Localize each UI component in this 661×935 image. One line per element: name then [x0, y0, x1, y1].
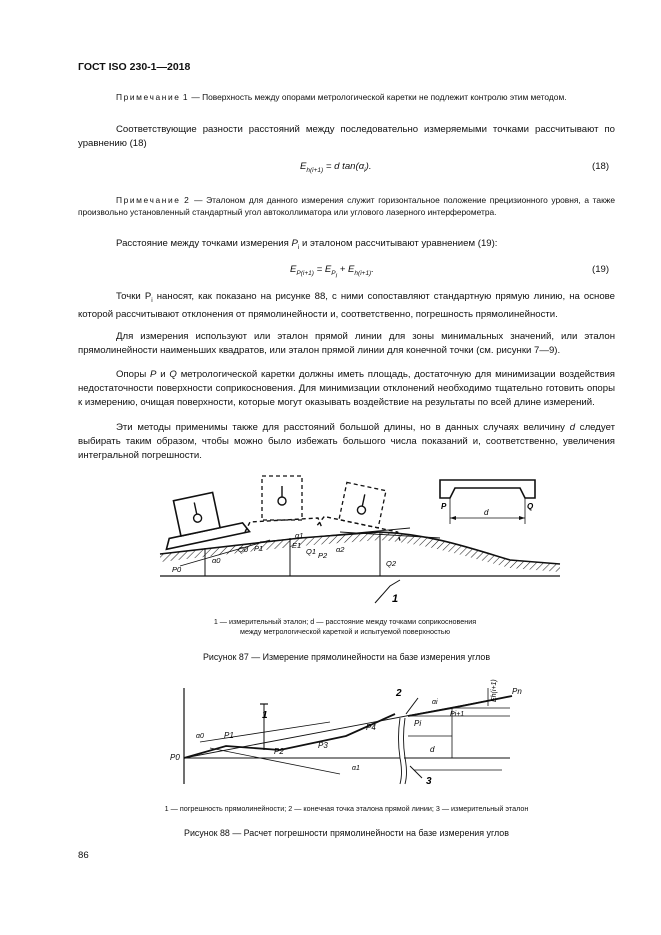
- note-1-number: 1: [182, 92, 190, 102]
- label-p2: P2: [274, 747, 284, 756]
- label-d: d: [484, 508, 489, 517]
- label-q2: Q2: [386, 559, 397, 568]
- paragraph-6: Эти методы применимы также для расстояний большой длины, но в данных случаях величину d следует выбирать таким образом, чтобы можно было избежать большого числа показаний и, соответственно, увеличения интегральной погрешности.: [78, 422, 615, 461]
- label-q0: Q0: [238, 545, 249, 554]
- page-number: 86: [78, 850, 89, 861]
- label-a0: α0: [196, 733, 204, 740]
- equation-18: $E_{h(i+1)} = d$ $\tan(\alpha_i)$.: [300, 161, 372, 174]
- figure-88-diagram: [170, 678, 580, 790]
- label-pi: Pi: [414, 719, 422, 728]
- paragraph-4: Для измерения используют или эталон прямой линии для зоны минимальных значений, или эталон прямолинейности наименьших квадратов, или эталон прямой линии для конечной точки (см. рисунки 7—9).: [78, 331, 615, 356]
- label-p4: P4: [366, 723, 376, 732]
- label-p3: P3: [318, 741, 328, 750]
- equation-19-number: (19): [592, 264, 610, 275]
- label-a1: α1: [295, 531, 304, 540]
- measured-profile: [184, 714, 395, 758]
- label-p0: P0: [170, 753, 180, 762]
- label-pi1: Pi+1: [450, 711, 465, 718]
- figure-88-caption: Рисунок 88 — Расчет погрешности прямолинейности на базе измерения углов: [184, 828, 509, 838]
- label-p0: P0: [172, 565, 182, 574]
- reference-straight-line: [184, 696, 512, 758]
- note-2-label: Примечание: [116, 195, 181, 205]
- note-2-text: — Эталоном для данного измерения служит горизонтальное положение прецизионного уровня, а также произвольно установленный стандартный угол автоколлиматора или углового лазерного интерферометра.: [78, 195, 616, 218]
- note-1: [78, 91, 615, 103]
- carriage-inset: [440, 480, 535, 524]
- label-d: d: [430, 745, 435, 754]
- label-a0: α0: [212, 556, 221, 565]
- note-2-number: 2: [184, 195, 191, 205]
- label-pn: Pn: [512, 687, 522, 696]
- carriage-left: [157, 487, 250, 550]
- figure-87-legend: 1 — измерительный эталон; d — расстояние между точками соприкосновения между метрологической кареткой и испытуемой поверхностью: [213, 617, 477, 636]
- equation-18-number: (18): [592, 161, 610, 172]
- label-ai: αi: [432, 699, 438, 706]
- label-1: 1: [262, 710, 268, 721]
- label-q: Q: [527, 502, 534, 511]
- label-p: P: [441, 502, 447, 511]
- label-2: 2: [396, 688, 402, 699]
- label-1: 1: [392, 593, 399, 605]
- label-p1: P1: [254, 544, 264, 553]
- label-3: 3: [426, 776, 432, 787]
- figure-87-caption: Рисунок 87 — Измерение прямолинейности на базе измерения углов: [202, 652, 491, 662]
- paragraph-3: Точки $P_i$ наносят, как показано на рисунке 88, с ними сопоставляют стандартную прямую линию, на основе которой рассчитывают отклонения от прямолинейности и, соответственно, погрешность прямолинейности.: [78, 291, 615, 320]
- label-p1: P1: [224, 731, 234, 740]
- paragraph-1: Соответствующие разности расстояний между последовательно измеряемыми точками рассчитывают по уравнению (18): [78, 124, 615, 149]
- label-e1: E1: [292, 541, 302, 550]
- note-1-label: Примечание: [116, 92, 181, 102]
- equation-19: $E_{P(i+1)} = E_{P_i} + E_{h(i+1)}$.: [290, 264, 374, 280]
- figure-88-legend: 1 — погрешность прямолинейности; 2 — конечная точка эталона прямой линии; 3 — измерительный эталон: [164, 804, 529, 813]
- document-header: ГОСТ ISO 230-1—2018: [78, 61, 191, 73]
- note-1-text: — Поверхность между опорами метрологической каретки не подлежит контролю этим методом.: [191, 92, 567, 102]
- label-a2: α2: [336, 545, 345, 554]
- paragraph-2: Расстояние между точками измерения $P_i$ и эталоном рассчитывают уравнением (19):: [116, 238, 498, 251]
- carriage-middle: [245, 476, 322, 532]
- paragraph-5: Опоры P и Q метрологической каретки должны иметь площадь, достаточную для минимизации воздействия недостаточности поверхности соприкосновения. Для минимизации отклонений необходимо тщательно готовить опоры к измерению, очищая поверхности, которые могут оказывать воздействие на результаты по всей длине измерений.: [78, 369, 615, 408]
- figure-87-diagram: [150, 468, 570, 608]
- label-p2: P2: [318, 551, 328, 560]
- label-eh: Eh(i+1): [491, 679, 498, 702]
- label-q1: Q1: [306, 547, 317, 556]
- note-2: [78, 194, 615, 219]
- label-a1: α1: [352, 765, 360, 772]
